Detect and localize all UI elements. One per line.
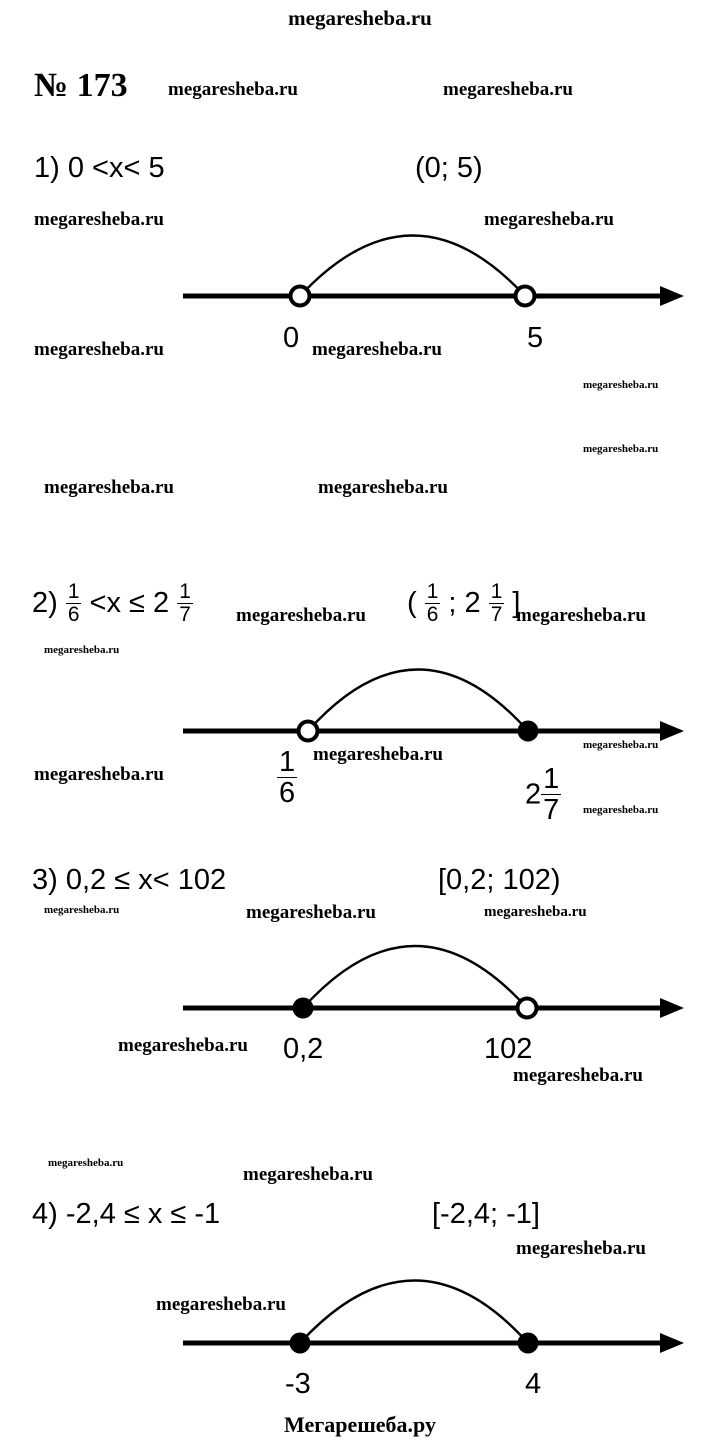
item-2-interval-open: ( (407, 587, 417, 620)
watermark-text: megaresheba.ru (44, 904, 120, 916)
watermark-text: megaresheba.ru (318, 477, 448, 498)
item-3-number-and-inequality (32, 864, 226, 897)
item-3-inequality: 0,2 ≤ x< 102 (65, 864, 227, 896)
item-2-right-tick-fraction: $\frac{1}{7}$ (543, 763, 560, 827)
watermark-text: megaresheba.ru (583, 804, 659, 816)
item-3-number: 3) (32, 864, 58, 896)
top-watermark: megaresheba.ru (288, 6, 432, 30)
watermark-text: megaresheba.ru (236, 605, 366, 626)
item-2-interval-close: ] (512, 587, 521, 620)
item-2-interval-middle: ; 2 (448, 587, 481, 620)
watermark-text: megaresheba.ru (246, 902, 376, 923)
watermark-text: megaresheba.ru (48, 1157, 124, 1169)
watermark-text: megaresheba.ru (583, 443, 659, 455)
watermark-text: megaresheba.ru (443, 79, 573, 100)
watermark-text: megaresheba.ru (312, 339, 442, 360)
item-4-interval: [-2,4; -1] (432, 1198, 540, 1230)
item-2-interval-right-fraction: $\frac{1}{7}$ (490, 580, 503, 626)
watermark-text: megaresheba.ru (313, 744, 443, 765)
item-2-right-fraction: $\frac{1}{7}$ (179, 580, 191, 626)
watermark-text: megaresheba.ru (34, 339, 164, 360)
item-4-number-and-inequality (32, 1198, 220, 1231)
watermark-text: megaresheba.ru (513, 1065, 643, 1086)
bottom-watermark: Мегарешеба.ру (283, 1412, 436, 1437)
item-3-interval: [0,2; 102) (438, 864, 561, 896)
item-1-right-tick-label: 5 (527, 322, 544, 354)
item-2-number: 2) (32, 587, 58, 620)
page-title: № 173 (34, 67, 128, 104)
watermark-text: megaresheba.ru (118, 1035, 248, 1056)
watermark-text: megaresheba.ru (34, 764, 164, 785)
item-2-number-and-inequality (32, 582, 193, 627)
item-1-left-tick-label: 0 (283, 322, 300, 354)
item-2-left-tick-fraction: $\frac{1}{6}$ (279, 746, 296, 810)
watermark-text: megaresheba.ru (34, 209, 164, 230)
item-2-right-tick-label (525, 765, 561, 827)
watermark-text: megaresheba.ru (156, 1294, 286, 1315)
watermark-text: megaresheba.ru (243, 1164, 373, 1185)
item-4-inequality: -2,4 ≤ x ≤ -1 (65, 1198, 221, 1230)
item-3-right-tick-label: 102 (484, 1033, 533, 1065)
watermark-text: megaresheba.ru (516, 605, 646, 626)
watermark-text: megaresheba.ru (44, 644, 120, 656)
item-2-left-tick-label (277, 748, 297, 810)
watermark-text: megaresheba.ru (516, 1238, 646, 1259)
watermark-text: megaresheba.ru (484, 209, 614, 230)
item-2-inequality-middle: <x ≤ 2 (89, 587, 170, 620)
item-2-interval-left-fraction: $\frac{1}{6}$ (426, 580, 439, 626)
watermark-text: megaresheba.ru (484, 904, 587, 920)
item-1-inequality: 0 <x< 5 (67, 152, 165, 184)
item-2-right-tick-whole: 2 (525, 778, 542, 811)
item-4-right-tick-label: 4 (525, 1368, 542, 1400)
item-4-number: 4) (32, 1198, 58, 1230)
item-3-left-tick-label: 0,2 (283, 1033, 324, 1065)
item-1-interval: (0; 5) (415, 152, 483, 184)
watermark-text: megaresheba.ru (583, 739, 659, 751)
watermark-text: megaresheba.ru (583, 379, 659, 391)
item-1-number: 1) (34, 152, 60, 184)
watermark-text: megaresheba.ru (168, 79, 298, 100)
item-2-interval (407, 582, 520, 627)
item-2-left-fraction: $\frac{1}{6}$ (67, 580, 80, 626)
item-4-left-tick-label: -3 (285, 1368, 311, 1400)
watermark-text: megaresheba.ru (44, 477, 174, 498)
